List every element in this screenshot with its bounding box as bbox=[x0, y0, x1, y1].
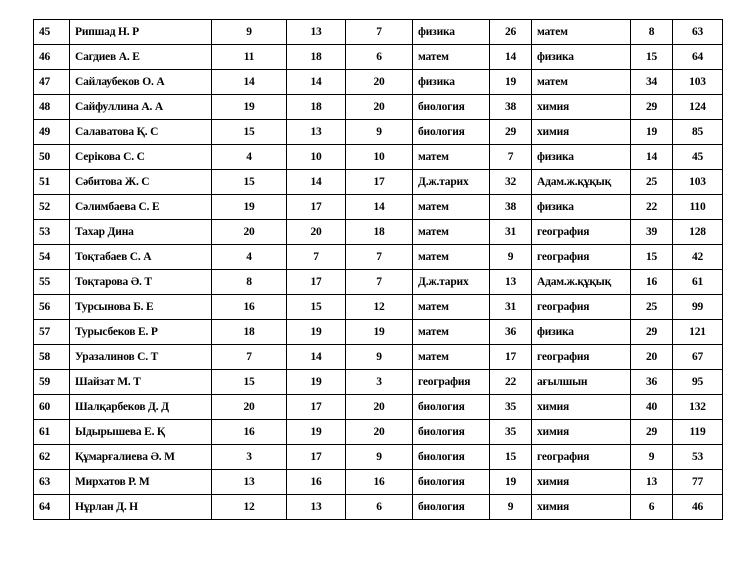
score-3-cell: 9 bbox=[346, 445, 413, 470]
score-3-cell: 20 bbox=[346, 395, 413, 420]
elective-score-1-cell: 19 bbox=[490, 70, 532, 95]
elective-subject-1-cell: биология bbox=[413, 120, 490, 145]
elective-subject-1-cell: матем bbox=[413, 345, 490, 370]
table-row bbox=[34, 195, 723, 220]
total-score-cell: 61 bbox=[673, 270, 723, 295]
elective-score-2-cell: 39 bbox=[631, 220, 673, 245]
table-row bbox=[34, 120, 723, 145]
total-score-cell: 63 bbox=[673, 20, 723, 45]
score-3-cell: 17 bbox=[346, 170, 413, 195]
score-2-cell: 17 bbox=[287, 195, 346, 220]
row-number-cell: 56 bbox=[34, 295, 70, 320]
score-1-cell: 3 bbox=[212, 445, 287, 470]
elective-subject-1-cell: география bbox=[413, 370, 490, 395]
score-1-cell: 4 bbox=[212, 245, 287, 270]
elective-score-2-cell: 34 bbox=[631, 70, 673, 95]
elective-subject-2-cell: физика bbox=[532, 45, 631, 70]
student-name-cell: Шайзат М. Т bbox=[70, 370, 212, 395]
elective-subject-1-cell: биология bbox=[413, 445, 490, 470]
elective-score-1-cell: 9 bbox=[490, 495, 532, 520]
score-1-cell: 4 bbox=[212, 145, 287, 170]
elective-subject-1-cell: биология bbox=[413, 420, 490, 445]
elective-subject-2-cell: география bbox=[532, 245, 631, 270]
table-row bbox=[34, 245, 723, 270]
elective-score-1-cell: 36 bbox=[490, 320, 532, 345]
elective-score-2-cell: 20 bbox=[631, 345, 673, 370]
elective-subject-2-cell: химия bbox=[532, 470, 631, 495]
score-3-cell: 16 bbox=[346, 470, 413, 495]
student-name-cell: Сәлимбаева С. Е bbox=[70, 195, 212, 220]
row-number-cell: 57 bbox=[34, 320, 70, 345]
row-number-cell: 63 bbox=[34, 470, 70, 495]
score-3-cell: 7 bbox=[346, 245, 413, 270]
score-1-cell: 15 bbox=[212, 120, 287, 145]
table-row bbox=[34, 170, 723, 195]
elective-subject-1-cell: матем bbox=[413, 245, 490, 270]
total-score-cell: 95 bbox=[673, 370, 723, 395]
student-name-cell: Турысбеков Е. Р bbox=[70, 320, 212, 345]
elective-score-1-cell: 35 bbox=[490, 420, 532, 445]
student-name-cell: Нұрлан Д. Н bbox=[70, 495, 212, 520]
score-2-cell: 19 bbox=[287, 370, 346, 395]
score-3-cell: 6 bbox=[346, 45, 413, 70]
score-2-cell: 14 bbox=[287, 345, 346, 370]
row-number-cell: 59 bbox=[34, 370, 70, 395]
total-score-cell: 64 bbox=[673, 45, 723, 70]
total-score-cell: 119 bbox=[673, 420, 723, 445]
score-3-cell: 10 bbox=[346, 145, 413, 170]
elective-score-2-cell: 36 bbox=[631, 370, 673, 395]
row-number-cell: 49 bbox=[34, 120, 70, 145]
results-table bbox=[33, 19, 723, 520]
score-2-cell: 13 bbox=[287, 120, 346, 145]
score-1-cell: 8 bbox=[212, 270, 287, 295]
student-name-cell: Турсынова Б. Е bbox=[70, 295, 212, 320]
score-2-cell: 10 bbox=[287, 145, 346, 170]
score-3-cell: 9 bbox=[346, 120, 413, 145]
student-name-cell: Сәбитова Ж. С bbox=[70, 170, 212, 195]
row-number-cell: 48 bbox=[34, 95, 70, 120]
elective-score-2-cell: 16 bbox=[631, 270, 673, 295]
table-row bbox=[34, 295, 723, 320]
row-number-cell: 55 bbox=[34, 270, 70, 295]
row-number-cell: 62 bbox=[34, 445, 70, 470]
table-row bbox=[34, 345, 723, 370]
row-number-cell: 64 bbox=[34, 495, 70, 520]
score-2-cell: 15 bbox=[287, 295, 346, 320]
score-1-cell: 15 bbox=[212, 170, 287, 195]
table-row bbox=[34, 95, 723, 120]
row-number-cell: 51 bbox=[34, 170, 70, 195]
elective-subject-1-cell: биология bbox=[413, 495, 490, 520]
total-score-cell: 103 bbox=[673, 170, 723, 195]
score-1-cell: 19 bbox=[212, 195, 287, 220]
total-score-cell: 77 bbox=[673, 470, 723, 495]
table-row bbox=[34, 395, 723, 420]
elective-subject-1-cell: физика bbox=[413, 20, 490, 45]
total-score-cell: 132 bbox=[673, 395, 723, 420]
row-number-cell: 61 bbox=[34, 420, 70, 445]
elective-subject-1-cell: матем bbox=[413, 295, 490, 320]
elective-score-2-cell: 15 bbox=[631, 245, 673, 270]
elective-score-2-cell: 29 bbox=[631, 420, 673, 445]
score-3-cell: 20 bbox=[346, 70, 413, 95]
elective-score-2-cell: 6 bbox=[631, 495, 673, 520]
elective-subject-2-cell: география bbox=[532, 220, 631, 245]
total-score-cell: 121 bbox=[673, 320, 723, 345]
score-2-cell: 14 bbox=[287, 70, 346, 95]
student-name-cell: Құмарғалиева Ә. М bbox=[70, 445, 212, 470]
total-score-cell: 85 bbox=[673, 120, 723, 145]
table-row bbox=[34, 20, 723, 45]
score-2-cell: 17 bbox=[287, 445, 346, 470]
elective-subject-2-cell: ағылшын bbox=[532, 370, 631, 395]
elective-subject-2-cell: химия bbox=[532, 395, 631, 420]
elective-score-2-cell: 25 bbox=[631, 295, 673, 320]
elective-score-1-cell: 13 bbox=[490, 270, 532, 295]
elective-subject-2-cell: химия bbox=[532, 420, 631, 445]
score-1-cell: 15 bbox=[212, 370, 287, 395]
elective-subject-2-cell: Адам.ж.құқық bbox=[532, 270, 631, 295]
elective-subject-2-cell: химия bbox=[532, 95, 631, 120]
row-number-cell: 53 bbox=[34, 220, 70, 245]
row-number-cell: 60 bbox=[34, 395, 70, 420]
elective-subject-2-cell: матем bbox=[532, 20, 631, 45]
elective-score-1-cell: 14 bbox=[490, 45, 532, 70]
elective-subject-1-cell: биология bbox=[413, 470, 490, 495]
elective-subject-1-cell: Д.ж.тарих bbox=[413, 270, 490, 295]
total-score-cell: 110 bbox=[673, 195, 723, 220]
score-1-cell: 16 bbox=[212, 420, 287, 445]
elective-score-1-cell: 35 bbox=[490, 395, 532, 420]
elective-subject-1-cell: биология bbox=[413, 95, 490, 120]
score-2-cell: 18 bbox=[287, 95, 346, 120]
total-score-cell: 124 bbox=[673, 95, 723, 120]
student-name-cell: Серікова С. С bbox=[70, 145, 212, 170]
student-name-cell: Сайлаубеков О. А bbox=[70, 70, 212, 95]
total-score-cell: 128 bbox=[673, 220, 723, 245]
score-1-cell: 13 bbox=[212, 470, 287, 495]
row-number-cell: 52 bbox=[34, 195, 70, 220]
score-2-cell: 19 bbox=[287, 320, 346, 345]
row-number-cell: 58 bbox=[34, 345, 70, 370]
score-3-cell: 3 bbox=[346, 370, 413, 395]
score-3-cell: 20 bbox=[346, 95, 413, 120]
student-name-cell: Рипшад Н. Р bbox=[70, 20, 212, 45]
score-2-cell: 14 bbox=[287, 170, 346, 195]
row-number-cell: 47 bbox=[34, 70, 70, 95]
elective-score-1-cell: 19 bbox=[490, 470, 532, 495]
total-score-cell: 53 bbox=[673, 445, 723, 470]
table-row bbox=[34, 470, 723, 495]
elective-subject-1-cell: физика bbox=[413, 70, 490, 95]
score-2-cell: 16 bbox=[287, 470, 346, 495]
table-row bbox=[34, 320, 723, 345]
student-name-cell: Уразалинов С. Т bbox=[70, 345, 212, 370]
elective-score-2-cell: 9 bbox=[631, 445, 673, 470]
elective-subject-2-cell: физика bbox=[532, 145, 631, 170]
score-1-cell: 20 bbox=[212, 395, 287, 420]
table-row bbox=[34, 70, 723, 95]
elective-score-1-cell: 29 bbox=[490, 120, 532, 145]
elective-score-2-cell: 15 bbox=[631, 45, 673, 70]
elective-score-2-cell: 22 bbox=[631, 195, 673, 220]
score-3-cell: 12 bbox=[346, 295, 413, 320]
student-name-cell: Шалқарбеков Д. Д bbox=[70, 395, 212, 420]
elective-subject-1-cell: матем bbox=[413, 320, 490, 345]
score-3-cell: 14 bbox=[346, 195, 413, 220]
total-score-cell: 42 bbox=[673, 245, 723, 270]
table-row bbox=[34, 495, 723, 520]
elective-score-1-cell: 32 bbox=[490, 170, 532, 195]
student-name-cell: Тоқтабаев С. А bbox=[70, 245, 212, 270]
score-1-cell: 9 bbox=[212, 20, 287, 45]
row-number-cell: 54 bbox=[34, 245, 70, 270]
elective-score-2-cell: 8 bbox=[631, 20, 673, 45]
score-3-cell: 19 bbox=[346, 320, 413, 345]
elective-score-2-cell: 14 bbox=[631, 145, 673, 170]
elective-score-1-cell: 7 bbox=[490, 145, 532, 170]
row-number-cell: 50 bbox=[34, 145, 70, 170]
score-3-cell: 9 bbox=[346, 345, 413, 370]
elective-subject-2-cell: география bbox=[532, 445, 631, 470]
elective-subject-1-cell: Д.ж.тарих bbox=[413, 170, 490, 195]
total-score-cell: 67 bbox=[673, 345, 723, 370]
elective-subject-1-cell: матем bbox=[413, 45, 490, 70]
student-name-cell: Мирхатов Р. М bbox=[70, 470, 212, 495]
table-row bbox=[34, 145, 723, 170]
elective-score-1-cell: 31 bbox=[490, 220, 532, 245]
table-row bbox=[34, 270, 723, 295]
total-score-cell: 46 bbox=[673, 495, 723, 520]
table-row bbox=[34, 370, 723, 395]
elective-subject-1-cell: биология bbox=[413, 395, 490, 420]
elective-subject-1-cell: матем bbox=[413, 145, 490, 170]
score-3-cell: 20 bbox=[346, 420, 413, 445]
elective-subject-2-cell: география bbox=[532, 295, 631, 320]
total-score-cell: 103 bbox=[673, 70, 723, 95]
total-score-cell: 45 bbox=[673, 145, 723, 170]
score-2-cell: 13 bbox=[287, 20, 346, 45]
score-2-cell: 17 bbox=[287, 270, 346, 295]
table-row bbox=[34, 220, 723, 245]
elective-score-2-cell: 40 bbox=[631, 395, 673, 420]
score-3-cell: 6 bbox=[346, 495, 413, 520]
score-2-cell: 20 bbox=[287, 220, 346, 245]
elective-subject-2-cell: география bbox=[532, 345, 631, 370]
elective-subject-2-cell: физика bbox=[532, 320, 631, 345]
score-1-cell: 20 bbox=[212, 220, 287, 245]
elective-subject-2-cell: Адам.ж.құқық bbox=[532, 170, 631, 195]
student-name-cell: Сайфуллина А. А bbox=[70, 95, 212, 120]
table-row bbox=[34, 420, 723, 445]
table-row bbox=[34, 45, 723, 70]
elective-score-1-cell: 38 bbox=[490, 95, 532, 120]
elective-score-1-cell: 26 bbox=[490, 20, 532, 45]
score-2-cell: 19 bbox=[287, 420, 346, 445]
student-name-cell: Тахар Дина bbox=[70, 220, 212, 245]
score-1-cell: 7 bbox=[212, 345, 287, 370]
score-2-cell: 7 bbox=[287, 245, 346, 270]
score-3-cell: 7 bbox=[346, 20, 413, 45]
elective-score-2-cell: 13 bbox=[631, 470, 673, 495]
elective-score-2-cell: 29 bbox=[631, 320, 673, 345]
score-1-cell: 18 bbox=[212, 320, 287, 345]
elective-score-1-cell: 38 bbox=[490, 195, 532, 220]
table-row bbox=[34, 445, 723, 470]
student-name-cell: Тоқтарова Ә. Т bbox=[70, 270, 212, 295]
student-name-cell: Ыдырышева Е. Қ bbox=[70, 420, 212, 445]
elective-score-2-cell: 29 bbox=[631, 95, 673, 120]
elective-score-1-cell: 22 bbox=[490, 370, 532, 395]
score-3-cell: 18 bbox=[346, 220, 413, 245]
score-2-cell: 13 bbox=[287, 495, 346, 520]
elective-score-1-cell: 31 bbox=[490, 295, 532, 320]
elective-score-1-cell: 17 bbox=[490, 345, 532, 370]
elective-subject-2-cell: матем bbox=[532, 70, 631, 95]
elective-score-1-cell: 9 bbox=[490, 245, 532, 270]
score-1-cell: 16 bbox=[212, 295, 287, 320]
score-1-cell: 12 bbox=[212, 495, 287, 520]
results-table-body bbox=[34, 20, 723, 520]
score-1-cell: 14 bbox=[212, 70, 287, 95]
total-score-cell: 99 bbox=[673, 295, 723, 320]
score-2-cell: 18 bbox=[287, 45, 346, 70]
student-name-cell: Сагдиев А. Е bbox=[70, 45, 212, 70]
score-3-cell: 7 bbox=[346, 270, 413, 295]
elective-score-2-cell: 19 bbox=[631, 120, 673, 145]
row-number-cell: 45 bbox=[34, 20, 70, 45]
elective-score-1-cell: 15 bbox=[490, 445, 532, 470]
student-name-cell: Салаватова Қ. С bbox=[70, 120, 212, 145]
elective-subject-2-cell: химия bbox=[532, 495, 631, 520]
elective-subject-2-cell: физика bbox=[532, 195, 631, 220]
elective-subject-2-cell: химия bbox=[532, 120, 631, 145]
row-number-cell: 46 bbox=[34, 45, 70, 70]
score-1-cell: 19 bbox=[212, 95, 287, 120]
elective-subject-1-cell: матем bbox=[413, 195, 490, 220]
score-2-cell: 17 bbox=[287, 395, 346, 420]
elective-subject-1-cell: матем bbox=[413, 220, 490, 245]
score-1-cell: 11 bbox=[212, 45, 287, 70]
elective-score-2-cell: 25 bbox=[631, 170, 673, 195]
